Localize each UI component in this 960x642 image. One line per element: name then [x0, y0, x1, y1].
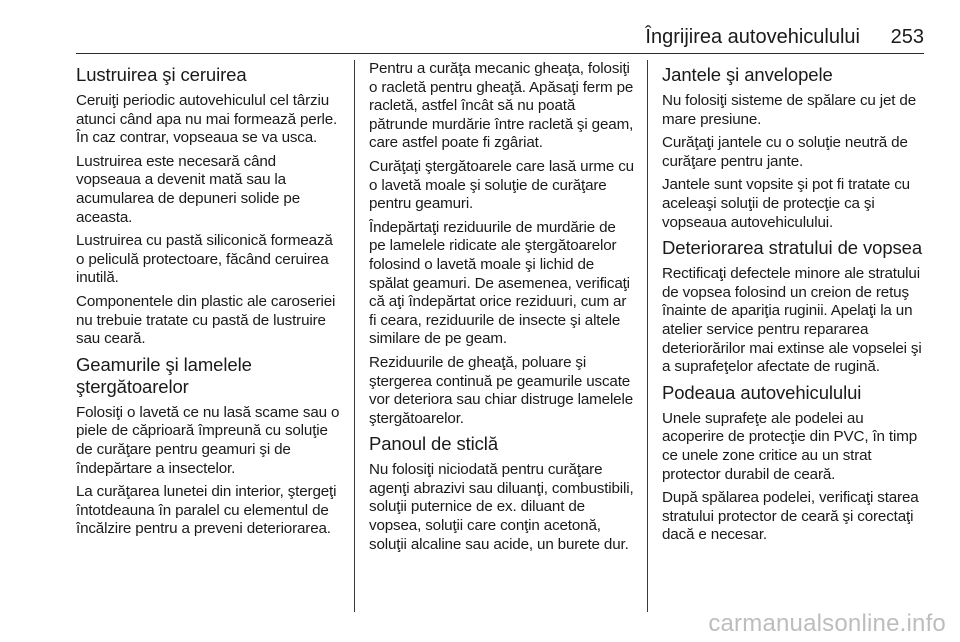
paragraph: După spălarea podelei, verificaţi starea stratului protector de ceară şi corectaţi dacă e necesar.: [662, 489, 919, 544]
page-title: Îngrijirea autovehiculului: [645, 26, 860, 48]
section-heading-underbody: Podeaua autovehiculului: [662, 381, 862, 403]
paragraph: Lustruirea cu pastă siliconică formează o peliculă protectoare, făcând ceruirea inutilă.: [76, 232, 333, 287]
column-divider: [647, 60, 648, 612]
column-divider: [354, 60, 355, 612]
page-header: [76, 24, 924, 54]
paragraph: Nu folosiţi sisteme de spălare cu jet de mare presiune.: [662, 92, 917, 128]
paragraph: Rectificaţi defectele minore ale stratului de vopsea folosind un creion de retuş înainte de apariţia ruginii. Apelaţi la un atelier service pentru repararea deteriorărilor mai extinse ale vopselei şi a suprafeţelor afectate de rugină.: [662, 265, 922, 376]
paragraph: Pentru a curăţa mecanic gheaţa, folosiţi o racletă pentru gheaţă. Apăsaţi ferm pe racletă, astfel încât să nu poată pătrunde murdărie între racletă şi geam, care astfel poate fi zgâriat.: [369, 60, 634, 152]
paragraph: Reziduurile de gheaţă, poluare şi ştergerea continuă pe geamurile uscate vor deteriora sau chiar distruge lamelele ştergătoarelor.: [369, 353, 633, 427]
paragraph: Componentele din plastic ale caroseriei nu trebuie tratate cu pastă de lustruire sau ceară.: [76, 292, 336, 348]
paragraph: Nu folosiţi niciodată pentru curăţare agenţi abrazivi sau diluanţi, combustibili, soluţii puternice de ex. diluant de vopsea, soluţii care conţin acetonă, soluţii alcaline sau acide, un burete dur.: [369, 461, 634, 553]
paragraph: La curăţarea lunetei din interior, ştergeţi întotdeauna în paralel cu elementul de încălzire pentru a preveni deteriorarea.: [76, 483, 337, 538]
column-1: [76, 60, 342, 612]
paragraph: Curăţaţi jantele cu o soluţie neutră de curăţare pentru jante.: [662, 134, 908, 170]
paragraph: Ceruiţi periodic autovehiculul cel târziu atunci când apa nu mai formează perle. În caz contrar, vopseaua se va usca.: [76, 92, 338, 147]
section-heading-glass-panel: Panoul de sticlă: [369, 433, 499, 455]
page-number: 253: [890, 26, 924, 48]
section-heading-windows-wipers: Geamurile şi lamelele ştergătoarelor: [76, 353, 252, 397]
column-3: [662, 60, 928, 612]
paragraph: Lustruirea este necesară când vopseaua a devenit mată sau la acumularea de depuneri solide pe aceasta.: [76, 152, 301, 226]
section-heading-paint-damage: Deteriorarea stratului de vopsea: [662, 237, 923, 259]
section-heading-polishing: Lustruirea şi ceruirea: [76, 64, 247, 85]
section-heading-wheels-tyres: Jantele şi anvelopele: [662, 64, 833, 85]
paragraph: Îndepărtaţi reziduurile de murdărie de pe lamelele ridicate ale ştergătoarelor folosind o lavetă moale şi lichid de spălat geamuri. De asemenea, verificaţi că aţi îndepărtat orice reziduuri, cum ar fi ceara, reziduurile de insecte şi altele similare de pe geam.: [369, 218, 630, 348]
paragraph: Folosiţi o lavetă ce nu lasă scame sau o piele de căprioară împreună cu soluţie de curăţare pentru geamuri şi de îndepărtare a insectelor.: [76, 403, 340, 477]
paragraph: Unele suprafeţe ale podelei au acoperire de protecţie din PVC, în timp ce unele zone critice au un strat protector durabil de ceară.: [662, 409, 917, 483]
paragraph: Jantele sunt vopsite şi pot fi tratate cu aceleaşi soluţii de protecţie ca şi vopseaua autovehiculului.: [662, 176, 910, 231]
watermark: carmanualsonline.info: [708, 610, 946, 637]
paragraph: Curăţaţi ştergătoarele care lasă urme cu o lavetă moale şi soluţie de curăţare pentru geamuri.: [369, 157, 634, 213]
column-2: [369, 60, 635, 612]
